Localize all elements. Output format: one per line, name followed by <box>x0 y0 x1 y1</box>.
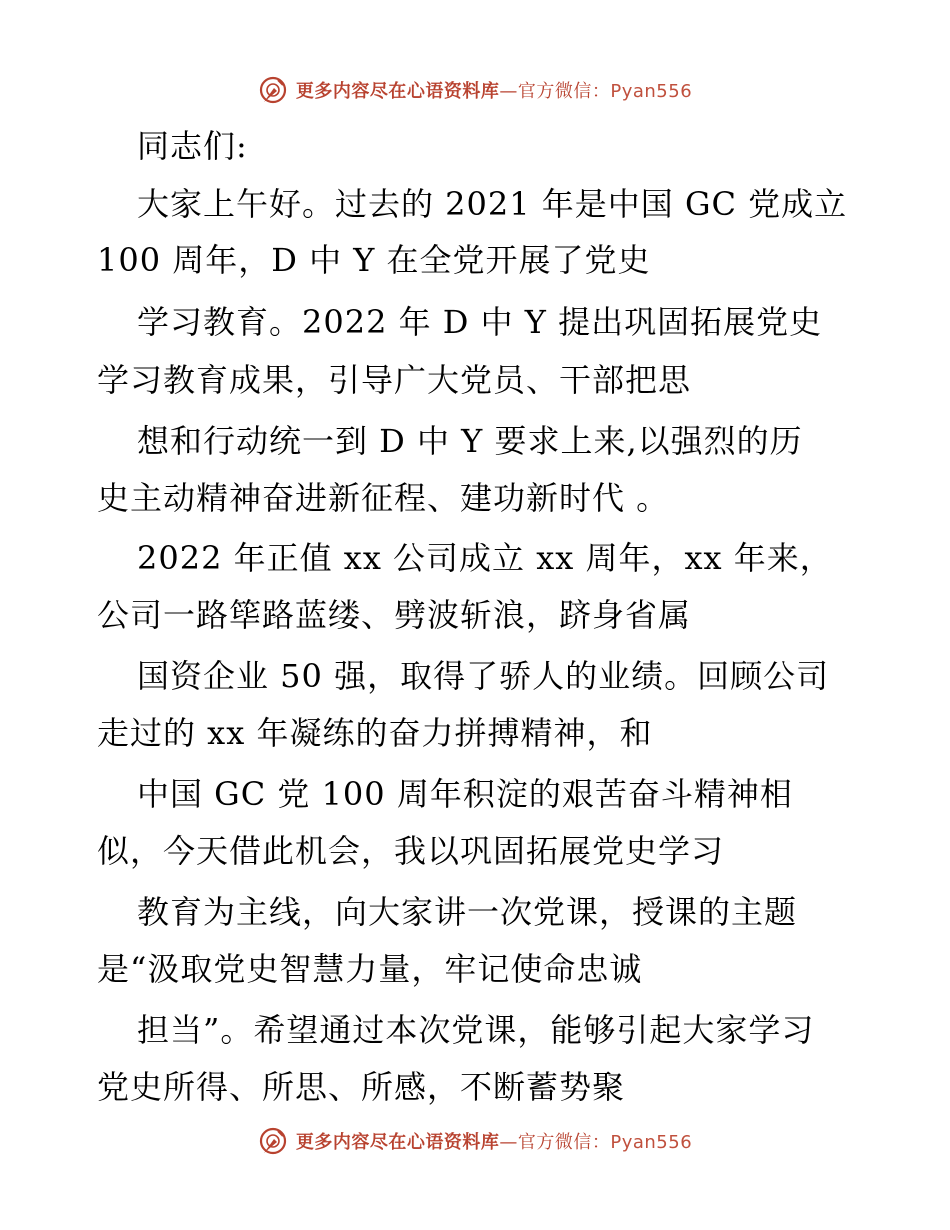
watermark-text <box>296 1128 692 1154</box>
body-line: 教育为主线，向大家讲一次党课，授课的主题 <box>137 893 798 931</box>
body-line: 想和行动统一到 D 中 Y 要求上来,以强烈的历 <box>137 422 803 460</box>
watermark-separator: — <box>499 81 518 102</box>
watermark-name: 更多内容尽在心语资料库 <box>295 1132 500 1153</box>
body-line: 2022 年正值 xx 公司成立 xx 周年，xx 年来， <box>137 539 833 577</box>
body-line: 同志们: <box>137 127 248 165</box>
body-line: 史主动精神奋进新征程、建功新时代 。 <box>97 479 670 517</box>
footer-watermark <box>0 1123 950 1159</box>
watermark-name: 更多内容尽在心语资料库 <box>295 81 500 102</box>
pen-circle-logo-icon <box>258 1126 288 1156</box>
body-line: 公司一路筚路蓝缕、劈波斩浪，跻身省属 <box>97 596 692 634</box>
body-line: 国资企业 50 强，取得了骄人的业绩。回顾公司 <box>137 657 830 695</box>
watermark-handle: Pyan556 <box>610 81 693 102</box>
watermark-handle: Pyan556 <box>610 1132 693 1153</box>
watermark-label: 官方微信： <box>517 81 611 102</box>
watermark-separator: — <box>499 1132 518 1153</box>
body-line: 学习教育。2022 年 D 中 Y 提出巩固拓展党史 <box>137 303 823 341</box>
body-line: 学习教育成果，引导广大党员、干部把思 <box>97 361 692 399</box>
body-line: 似，今天借此机会，我以巩固拓展党史学习 <box>97 832 725 870</box>
body-line: 大家上午好。过去的 2021 年是中国 GC 党成立 <box>137 185 848 223</box>
body-line: 中国 GC 党 100 周年积淀的艰苦奋斗精神相 <box>137 775 793 813</box>
body-line: 100 周年，D 中 Y 在全党开展了党史 <box>97 241 651 279</box>
watermark-text <box>296 77 692 103</box>
body-line: 走过的 xx 年凝练的奋力拼搏精神，和 <box>97 714 653 752</box>
watermark-label: 官方微信： <box>517 1132 611 1153</box>
pen-circle-logo-icon <box>258 75 288 105</box>
body-line: 是“汲取党史智慧力量，牢记使命忠诚 <box>97 950 643 988</box>
body-line: 担当”。希望通过本次党课，能够引起大家学习 <box>137 1011 815 1049</box>
header-watermark <box>0 72 950 108</box>
body-line: 党史所得、所思、所感，不断蓄势聚 <box>97 1068 626 1106</box>
